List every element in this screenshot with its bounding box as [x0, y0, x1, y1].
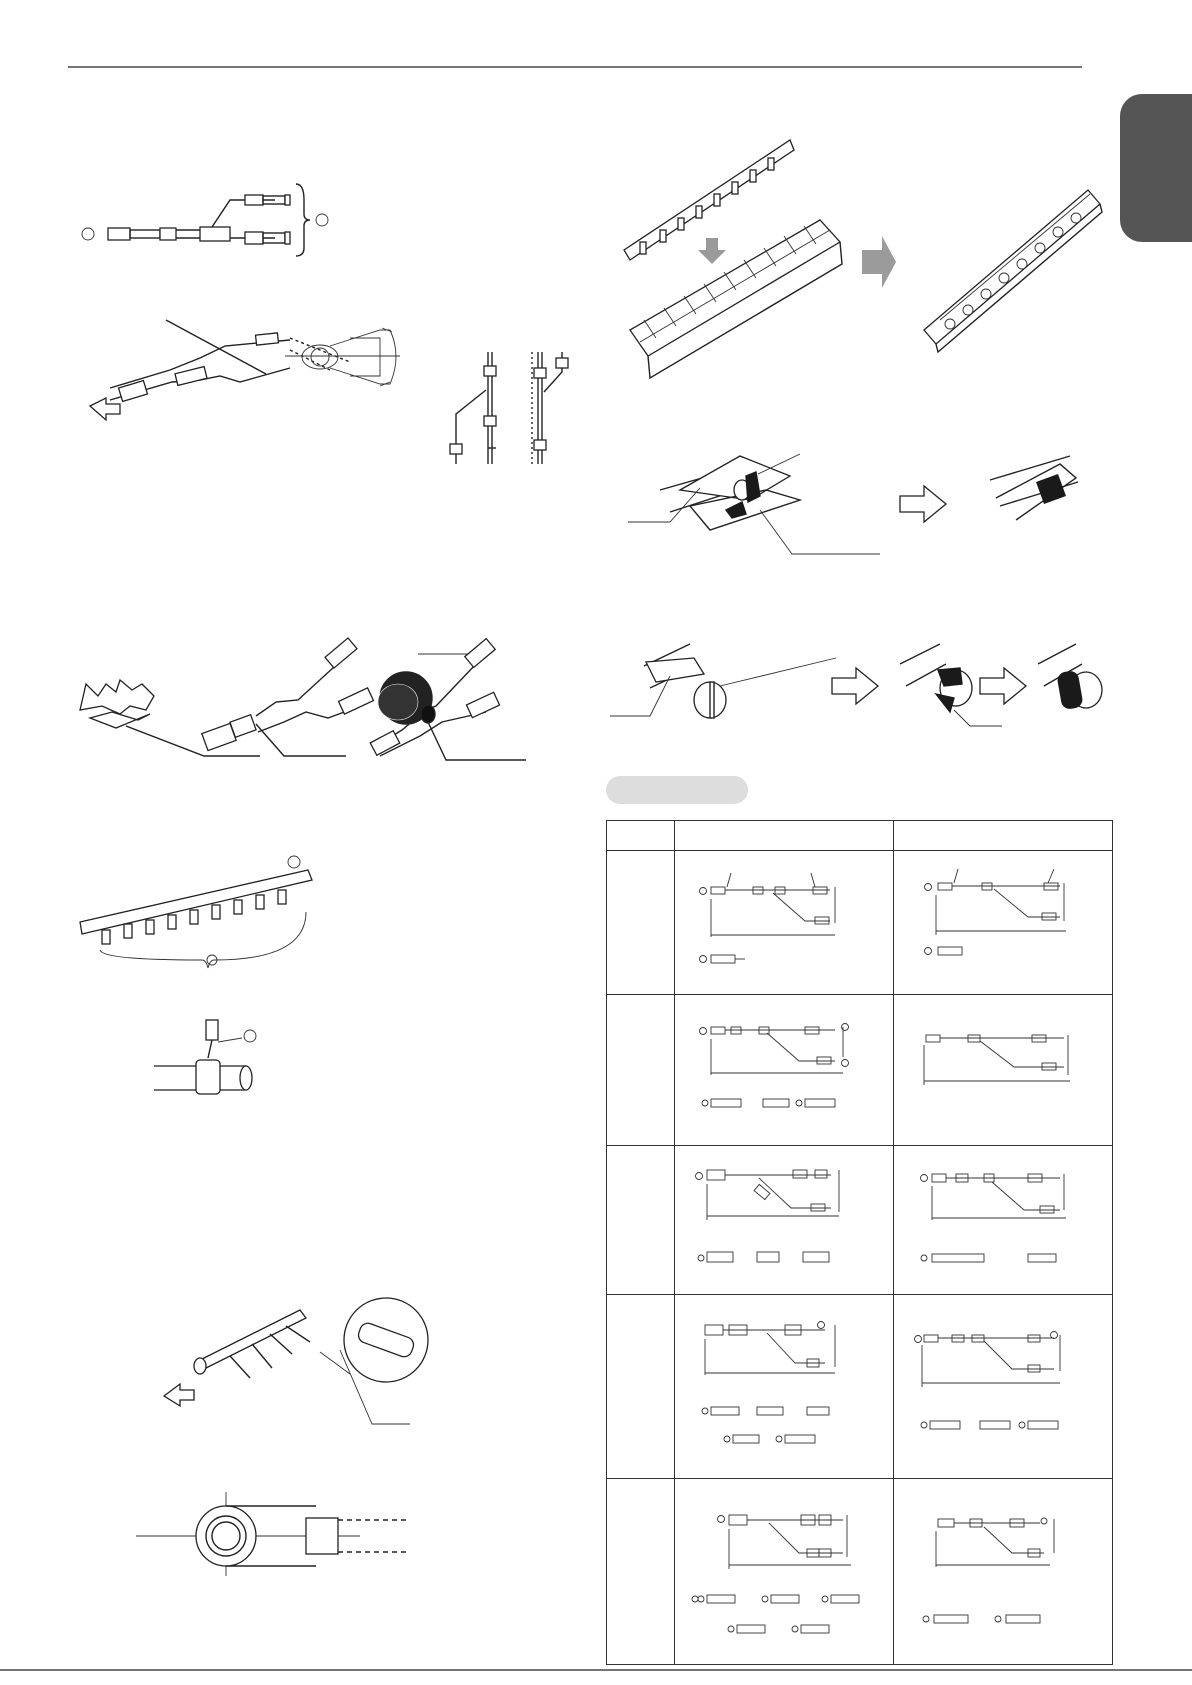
header-pipe-illustration	[76, 850, 326, 960]
branch-angle-illustration	[80, 310, 400, 430]
end-cap-taping-illustration	[610, 640, 1110, 730]
y-branch-drawing	[894, 851, 1112, 989]
y-branch-drawing	[675, 1295, 893, 1473]
branch-header-detail-illustration	[160, 1290, 440, 1420]
valve-illustration	[150, 1010, 270, 1110]
row-label	[607, 1146, 675, 1295]
table-header-row	[607, 821, 1113, 851]
branch-drawing-cell	[894, 1479, 1113, 1665]
section-label-pill	[606, 776, 748, 804]
y-branch-drawing	[675, 1146, 893, 1289]
pipe-cross-section-illustration	[130, 1488, 420, 1578]
branch-drawing-cell	[894, 851, 1113, 995]
row-label	[607, 1295, 675, 1479]
branch-drawing-cell	[675, 995, 894, 1146]
row-label	[607, 1479, 675, 1665]
insulation-cover-illustration	[76, 640, 536, 770]
header-insulation-tray-illustration	[620, 130, 1100, 390]
taping-joint-illustration	[630, 450, 1090, 560]
table-header-cell	[675, 821, 894, 851]
row-label	[607, 851, 675, 995]
table-row	[607, 1295, 1113, 1479]
y-branch-drawing	[675, 851, 893, 989]
table-row	[607, 851, 1113, 995]
branch-drawing-cell	[675, 1479, 894, 1665]
branch-drawing-cell	[894, 995, 1113, 1146]
y-branch-drawing	[675, 1479, 893, 1659]
y-branch-drawing	[894, 1295, 1112, 1473]
footer-rule	[0, 1660, 1192, 1680]
row-label	[607, 995, 675, 1146]
table-header-cell	[894, 821, 1113, 851]
y-branch-drawing	[894, 1146, 1112, 1289]
table-header-cell	[607, 821, 675, 851]
y-branch-pipe-illustration	[70, 170, 350, 260]
y-branch-drawing	[894, 995, 1112, 1140]
table-row	[607, 1479, 1113, 1665]
branch-drawing-cell	[675, 1146, 894, 1295]
branch-spec-table	[606, 820, 1113, 1665]
y-branch-drawing	[675, 995, 893, 1140]
branch-drawing-cell	[894, 1295, 1113, 1479]
branch-drawing-cell	[675, 851, 894, 995]
y-branch-drawing	[894, 1479, 1112, 1659]
table-row	[607, 1146, 1113, 1295]
branch-drawing-cell	[894, 1146, 1113, 1295]
table-row	[607, 995, 1113, 1146]
header-rule	[0, 0, 1192, 80]
side-tab	[1120, 94, 1192, 242]
vertical-branch-illustration	[440, 352, 580, 472]
branch-drawing-cell	[675, 1295, 894, 1479]
